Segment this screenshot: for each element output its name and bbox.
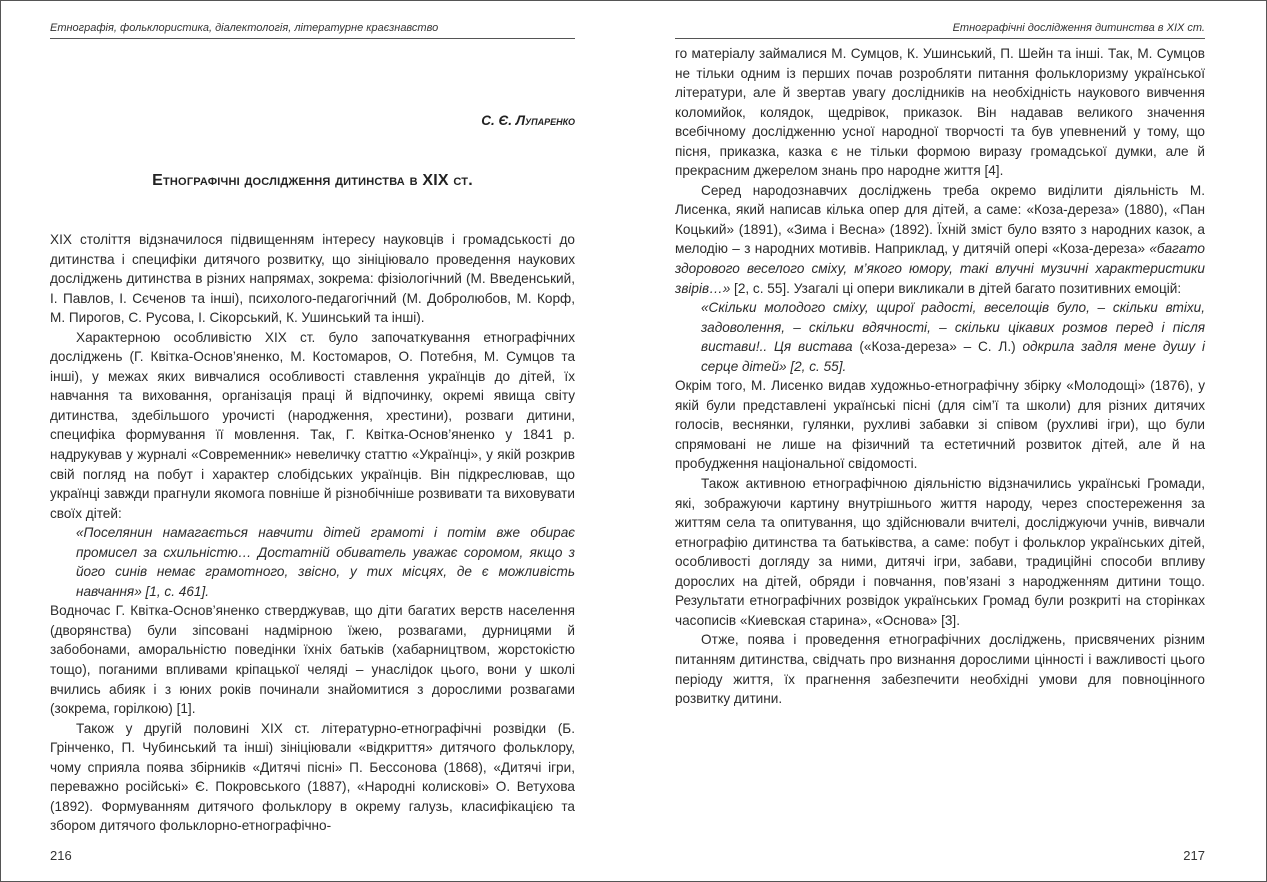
left-page [50, 0, 575, 882]
author-surname: Лупаренко [515, 113, 575, 128]
quote-text: одкрила задля мене душу і серце дітей» [2, с. 55]. [701, 339, 1205, 374]
quote-text: «Скільки молодого сміху, щирої радості, веселощів було, – скільки втіхи, задоволення, – скільки вдячності, – скільки цікавих розмов перед і після вистави!.. Ця вистава [701, 300, 1205, 355]
paragraph-text: [2, с. 55]. Узагалі ці опери викликали в дітей багато позитивних емоцій: [730, 280, 1182, 296]
paragraph: го матеріалу займалися М. Сумцов, К. Ушинський, П. Шейн та інші. Так, М. Сумцов не тільки одним із перших почав розробляти питання фольклоризму української літератури, але й звертав увагу дослідників на необхідність наукового вивчення коломийок, колядок, щедрівок, приказок. Він надавав великого значення всебічному дослідженню усної народної творчості та був упевнений у тому, що пісня, приказка, казка є не тільки формою виразу громадської думки, але й прекрасним джерелом знань про народне життя [4]. [675, 46, 1205, 179]
paragraph: Окрім того, М. Лисенко видав художньо-етнографічну збірку «Молодощі» (1876), у якій були представлені українські пісні (для сім’ї та школи) для різних дитячих голосів, веснянки, гулянки, рухливі забавки зі співом (рухливі ігри), що були спрямовані не лише на фізичний та естетичний розвиток дітей, але й на пробудження національної свідомості. [675, 378, 1205, 472]
article-author [481, 113, 575, 128]
page-number-left: 216 [50, 848, 72, 863]
paragraph: Характерною особливістю XIX ст. було започаткування етнографічних досліджень (Г. Квітка-Основ’яненко, М. Костомаров, О. Потебня, М. Сумцов та інші), у межах яких вивчалися особливості ставлення українців до дітей, їх навчання та виховання, організація праці й відпочинку, окремі явища світу дитинства, здебільшого урочисті (народження, хрестини), розваги дитини, специфіка формування її мовлення. Так, Г. Квітка-Основ’яненко у 1841 р. надрукував у журналі «Современник» невеличку статтю «Українці», у якій розкрив свій погляд на побут і характер слобідських українців. Він підкреслював, що українці завжди прагнули якомога повніше й різнобічніше розвивати та виховувати своїх дітей: [50, 329, 575, 521]
right-running-head: Етнографічні дослідження дитинства в XIX ст. [675, 22, 1205, 39]
right-body-text [675, 44, 1205, 709]
block-quote [675, 298, 1205, 376]
block-quote: «Поселянин намагається навчити дітей грамоті і потім вже обирає промисел за схильністю… Достатній обиватель уважає соромом, якщо з його синів немає грамотного, звісно, у тих місцях, де є можливість навчання» [1, с. 461]. [76, 525, 575, 599]
author-initials: С. Є. [481, 113, 512, 128]
article-title: Етнографічні дослідження дитинства в XIX ст. [152, 172, 473, 189]
inline-quote: «багато здорового веселого сміху, м’якого юмору, такі влучні музичні характеристики звірів…» [675, 241, 1205, 296]
paragraph: Отже, поява і проведення етнографічних досліджень, присвячених різним питанням дитинства, свідчать про визнання дорослими цінності і важливості цього періоду життя, їх прагнення забезпечити необхідні умови для повноцінного розвитку дитини. [675, 632, 1205, 707]
paragraph-text: Серед народознавчих досліджень треба окремо виділити діяльність М. Лисенка, який написав кілька опер для дітей, а саме: «Коза-дереза» (1880), «Пан Коцький» (1891), «Зима і Весна» (1892). Їхній зміст було взято з народних казок, а мелодію – з народних мотивів. Наприклад, у дитячій опері «Коза-дереза» [675, 182, 1205, 257]
page-number-right: 217 [1183, 848, 1205, 863]
editorial-note: («Коза-дереза» – С. Л.) [859, 339, 1016, 355]
paragraph: Також активною етнографічною діяльністю відзначились українські Громади, які, зображуючи картину внутрішнього життя народу, через спостереження за життям села та опитування, що здійснювали вчителі, досліджуючи учнів, вивчали етнографію дитинства та батьківства, а саме: побут і фольклор українських дітей, особливості догляду за ними, дитячі ігри, забави, традиційні способи впливу дорослих на дітей, обряди і повчання, пов’язані з народженням дитини тощо. Результати етнографічних розвідок українських Громад були розкриті на сторінках часописів «Киевская старина», «Основа» [3]. [675, 476, 1205, 628]
paragraph: Також у другій половині XIX ст. літературно-етнографічні розвідки (Б. Грінченко, П. Чубинський та інші) зініціювали «відкриття» дитячого фольклору, чому сприяла поява збірників «Дитячі пісні» П. Бессонова (1868), «Дитячі ігри, переважно російські» Є. Покровського (1887), «Народні колискові» О. Ветухова (1892). Формуванням дитячого фольклору в окрему галузь, класифікацією та збором дитячого фольклорно-етнографічно- [50, 720, 575, 834]
right-page [675, 0, 1205, 882]
left-body-text [50, 230, 575, 836]
paragraph [675, 181, 1205, 298]
paragraph: Водночас Г. Квітка-Основ’яненко стверджував, що діти багатих верств населення (дворянства) були зіпсовані надмірною їжею, розвагами, дурницями й забобонами, аморальністю поведінки їхніх батьків (хабарництвом, жорстокістю тощо), поганими впливами кріпацької челяді – унаслідок цього, вони у школі вчились абияк і з юних років починали знайомитися з дорослими розвагами (зокрема, горілкою) [1]. [50, 603, 575, 717]
left-running-head: Етнографія, фольклористика, діалектологія, літературне краєзнавство [50, 22, 575, 39]
paragraph: XIX століття відзначилося підвищенням інтересу науковців і громадськості до дитинства і специфіки дитячого розвитку, що зініціювало проведення наукових досліджень дитинства в різних напрямах, зокрема: фізіологічний (М. Введенський, І. Павлов, І. Сєченов та інші), психолого-педагогічний (М. Добролюбов, М. Корф, М. Пирогов, С. Русова, І. Сікорський, К. Ушинський та інші). [50, 232, 575, 326]
